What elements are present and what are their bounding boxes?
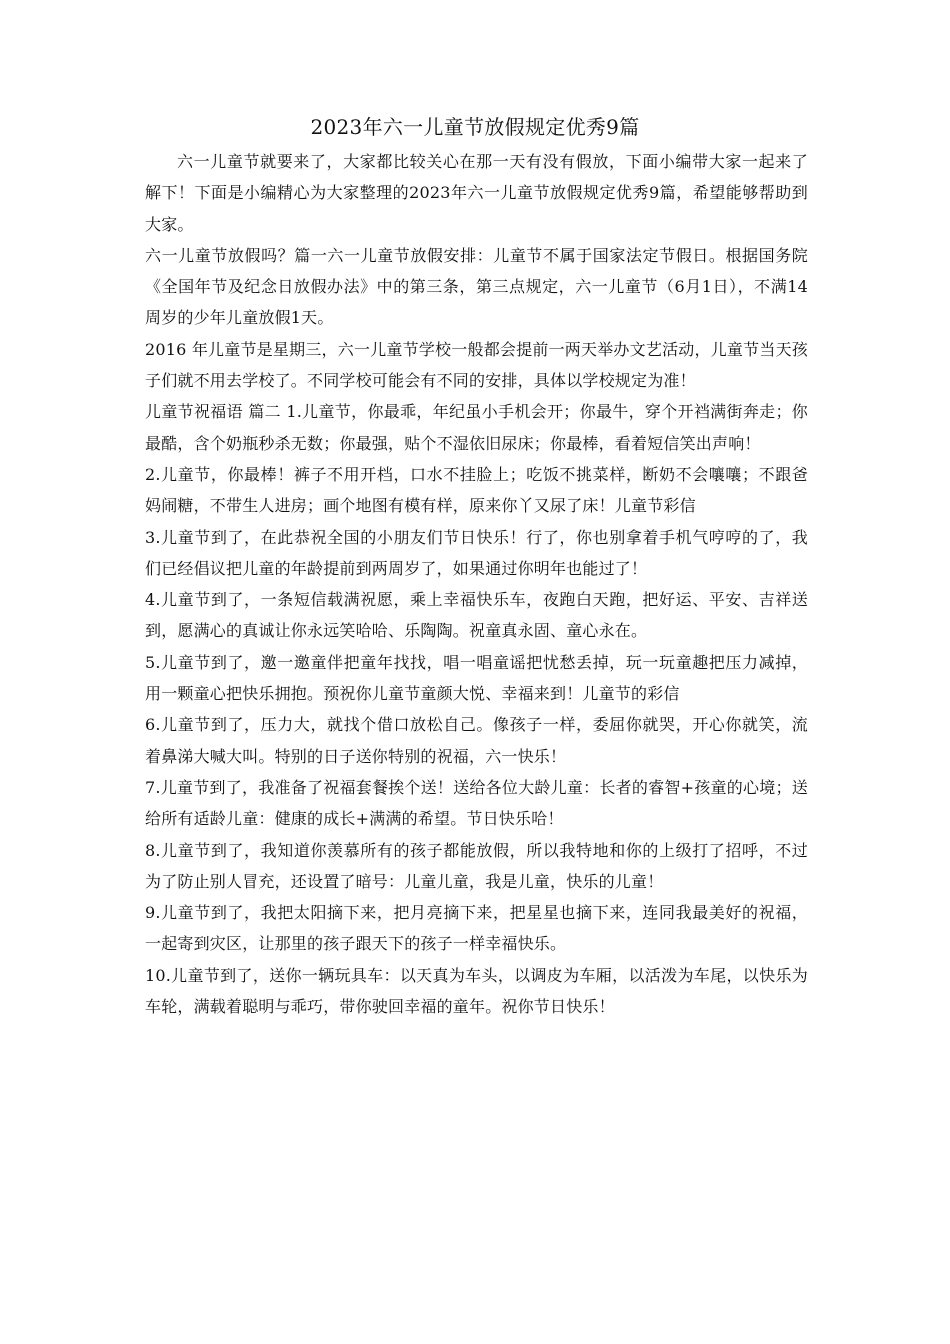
paragraph: 7.儿童节到了，我准备了祝福套餐挨个送！送给各位大龄儿童：长者的睿智+孩童的心境；送给所有适龄儿童：健康的成长+满满的希望。节日快乐哈！: [145, 777, 808, 829]
document-title: 2023年六一儿童节放假规定优秀9篇: [310, 115, 640, 139]
paragraph: 4.儿童节到了，一条短信载满祝愿，乘上幸福快乐车，夜跑白天跑，把好运、平安、吉祥送到，愿满心的真诚让你永远笑哈哈、乐陶陶。祝童真永固、童心永在。: [145, 590, 808, 641]
paragraph: 5.儿童节到了，邀一邀童伴把童年找找，唱一唱童谣把忧愁丢掉，玩一玩童趣把压力减掉，用一颗童心把快乐拥抱。预祝你儿童节童颜大悦、幸福来到！儿童节的彩信: [145, 652, 808, 704]
document-body: [145, 146, 808, 1022]
paragraph: 8.儿童节到了，我知道你羡慕所有的孩子都能放假，所以我特地和你的上级打了招呼，不过为了防止别人冒充，还设置了暗号：儿童儿童，我是儿童，快乐的儿童！: [145, 840, 808, 891]
paragraph: 六一儿童节放假吗？篇一六一儿童节放假安排：儿童节不属于国家法定节假日。根据国务院《全国年节及纪念日放假办法》中的第三条，第三点规定，六一儿童节（6月1日），不满14周岁的少年儿童放假1天。: [145, 245, 808, 328]
paragraph: 6.儿童节到了，压力大，就找个借口放松自己。像孩子一样，委屈你就哭，开心你就笑，流着鼻涕大喊大叫。特别的日子送你特别的祝福，六一快乐！: [145, 715, 808, 766]
paragraph: 儿童节祝福语 篇二 1.儿童节，你最乖，年纪虽小手机会开；你最牛，穿个开裆满街奔走；你最酷，含个奶瓶秒杀无数；你最强，贴个不湿依旧尿床；你最棒，看着短信笑出声响！: [145, 402, 808, 453]
paragraph: 9.儿童节到了，我把太阳摘下来，把月亮摘下来，把星星也摘下来，连同我最美好的祝福，一起寄到灾区，让那里的孩子跟天下的孩子一样幸福快乐。: [145, 903, 808, 954]
paragraph: 10.儿童节到了，送你一辆玩具车：以天真为车头，以调皮为车厢，以活泼为车尾，以快乐为车轮，满载着聪明与乖巧，带你驶回幸福的童年。祝你节日快乐！: [145, 965, 808, 1017]
paragraph: 3.儿童节到了，在此恭祝全国的小朋友们节日快乐！行了，你也别拿着手机气哼哼的了，我们已经倡议把儿童的年龄提前到两周岁了，如果通过你明年也能过了！: [145, 527, 808, 578]
intro-paragraph: 六一儿童节就要来了，大家都比较关心在那一天有没有假放，下面小编带大家一起来了解下！下面是小编精心为大家整理的2023年六一儿童节放假规定优秀9篇，希望能够帮助到大家。: [145, 152, 808, 234]
paragraph: 2.儿童节，你最棒！裤子不用开档，口水不挂脸上；吃饭不挑菜样，断奶不会嚷嚷；不跟爸妈闹糖，不带生人进房；画个地图有模有样，原来你丫又尿了床！儿童节彩信: [145, 464, 808, 516]
paragraph: 2016 年儿童节是星期三，六一儿童节学校一般都会提前一两天举办文艺活动，儿童节当天孩子们就不用去学校了。不同学校可能会有不同的安排，具体以学校规定为准！: [145, 339, 808, 391]
